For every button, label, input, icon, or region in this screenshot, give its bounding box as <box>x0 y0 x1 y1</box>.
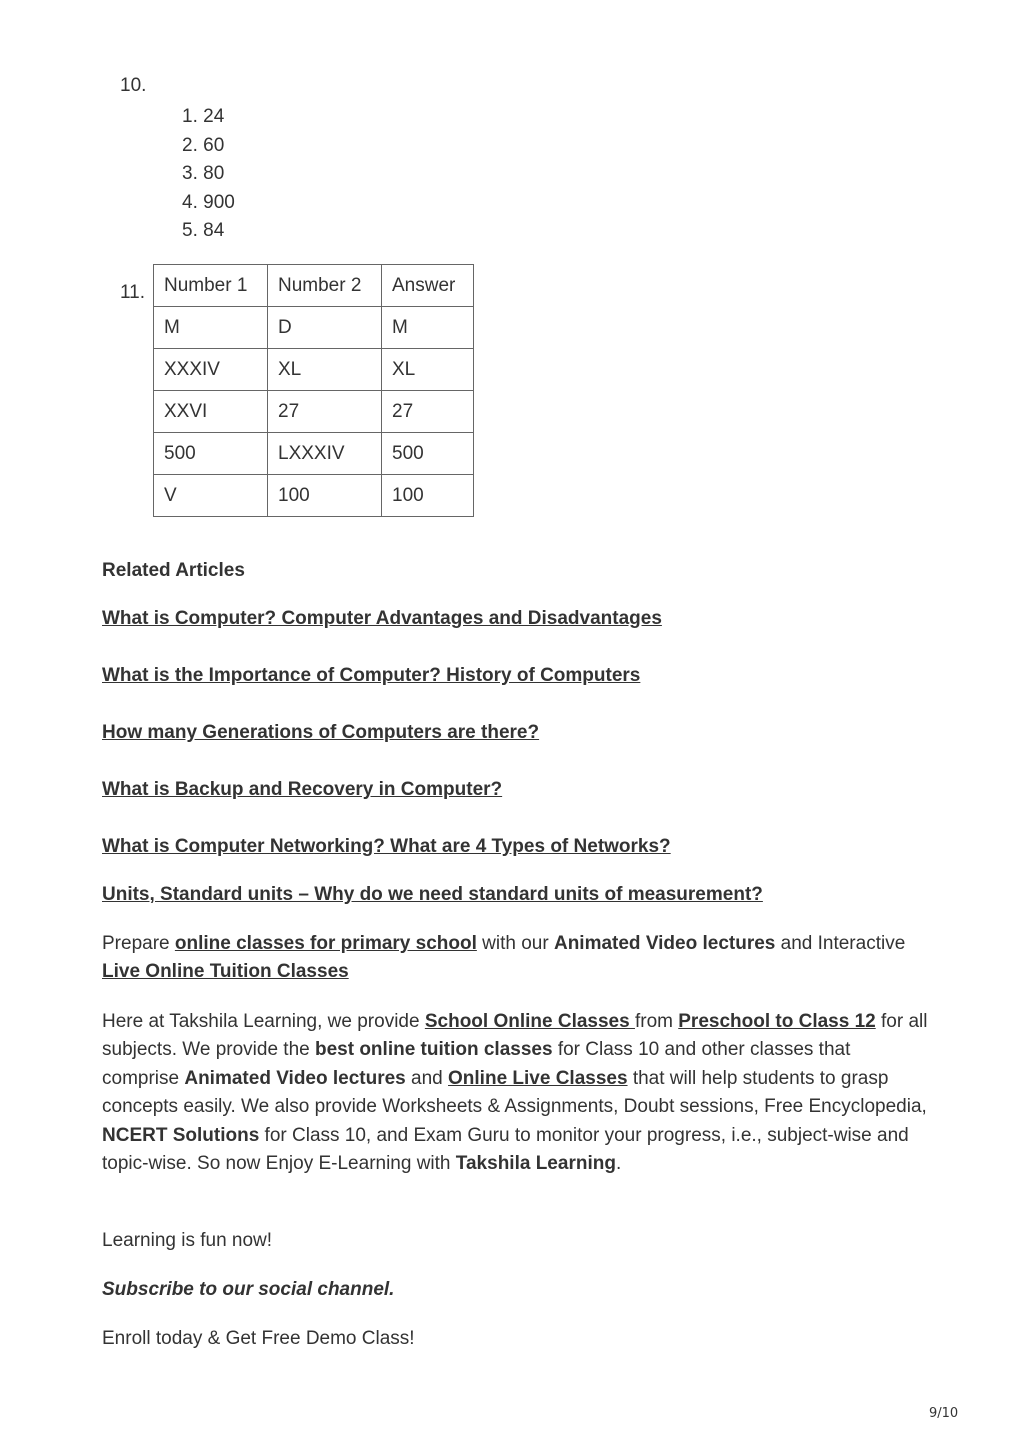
table-cell: 500 <box>382 433 474 475</box>
learning-fun-text: Learning is fun now! <box>102 1230 273 1251</box>
related-article-link-backup-and-recovery[interactable]: What is Backup and Recovery in Computer? <box>102 779 503 800</box>
live-online-tuition-classes-link[interactable]: Live Online Tuition Classes <box>102 961 349 983</box>
enroll-text: Enroll today & Get Free Demo Class! <box>102 1328 415 1349</box>
table-cell: M <box>382 307 474 349</box>
related-article-link-importance-of-computer[interactable]: What is the Importance of Computer? History of Computers <box>102 665 641 686</box>
preschool-to-class-12-link[interactable]: Preschool to Class 12 <box>678 1011 876 1032</box>
paragraph-text: from <box>634 1011 679 1032</box>
list-item: 4. 900 <box>182 191 235 213</box>
table-cell: LXXXIV <box>268 433 382 475</box>
paragraph-text: Prepare <box>102 933 175 954</box>
paragraph-text: for all subjects. We provide the <box>102 1011 928 1061</box>
table-header-cell: Number 2 <box>268 265 382 307</box>
subscribe-text: Subscribe to our social channel. <box>102 1279 395 1300</box>
paragraph-text: and <box>405 1067 449 1089</box>
table-cell: 100 <box>382 475 474 517</box>
question-11-number: 11. <box>120 282 146 303</box>
table-cell: D <box>268 307 382 349</box>
list-item: 1. 24 <box>182 106 225 127</box>
related-article-link-generations-of-computers[interactable]: How many Generations of Computers are there? <box>102 722 540 743</box>
table-cell: M <box>154 307 268 349</box>
paragraph-text: for Class 10, and Exam Guru to monitor your progress, i.e., subject-wise and topic-wise. So now Enjoy E-Learning with <box>102 1124 909 1175</box>
table-cell: XXVI <box>154 391 268 433</box>
related-article-link-computer-advantages[interactable]: What is Computer? Computer Advantages and Disadvantages <box>102 608 662 629</box>
table-row <box>154 391 474 433</box>
list-item: 3. 80 <box>182 163 225 184</box>
table-cell: 27 <box>382 391 474 433</box>
bold-text: Animated Video lectures <box>184 1067 406 1089</box>
bold-text: NCERT Solutions <box>102 1124 260 1146</box>
paragraph-text: . <box>615 1153 622 1175</box>
online-classes-primary-school-link[interactable]: online classes for primary school <box>174 933 477 954</box>
list-item: 2. 60 <box>182 134 225 156</box>
page-number: 9/10 <box>929 1406 959 1421</box>
bold-text: best online tuition classes <box>314 1039 553 1061</box>
paragraph-text: and Interactive <box>775 933 906 954</box>
table-header-cell: Answer <box>382 265 474 307</box>
paragraph-text: for Class 10 and other classes that comprise <box>102 1039 851 1089</box>
question-10-answer-list <box>182 103 235 246</box>
table-cell: XXXIV <box>154 349 268 391</box>
table-cell: 100 <box>268 475 382 517</box>
table-header-cell: Number 1 <box>154 265 268 307</box>
table-row <box>154 433 474 475</box>
table-cell: V <box>154 475 268 517</box>
roman-numeral-table <box>153 264 474 517</box>
paragraph-text: Here at Takshila Learning, we provide <box>102 1011 425 1032</box>
prepare-paragraph <box>102 930 932 987</box>
list-item: 5. 84 <box>182 220 225 241</box>
table-cell: 27 <box>268 391 382 433</box>
bold-text: Takshila Learning <box>455 1153 616 1175</box>
table-header-row <box>154 265 474 307</box>
table-cell: 500 <box>154 433 268 475</box>
question-10-number: 10. <box>120 75 147 96</box>
paragraph-text: that will help students to grasp concepts easily. We also provide Worksheets & Assignments, Doubt sessions, Free Encyclopedia, <box>102 1067 927 1118</box>
related-articles-heading: Related Articles <box>102 560 245 581</box>
bold-text: Animated Video lectures <box>553 933 776 954</box>
table-row <box>154 349 474 391</box>
table-cell: XL <box>268 349 382 391</box>
table-row <box>154 475 474 517</box>
about-paragraph <box>102 1008 932 1178</box>
online-live-classes-link[interactable]: Online Live Classes <box>448 1067 628 1089</box>
school-online-classes-link[interactable]: School Online Classes <box>424 1011 635 1032</box>
paragraph-text: with our <box>476 933 554 954</box>
table-row <box>154 307 474 349</box>
related-article-link-standard-units[interactable]: Units, Standard units – Why do we need standard units of measurement? <box>102 884 763 905</box>
related-article-link-computer-networking[interactable]: What is Computer Networking? What are 4 Types of Networks? <box>102 836 671 857</box>
table-cell: XL <box>382 349 474 391</box>
